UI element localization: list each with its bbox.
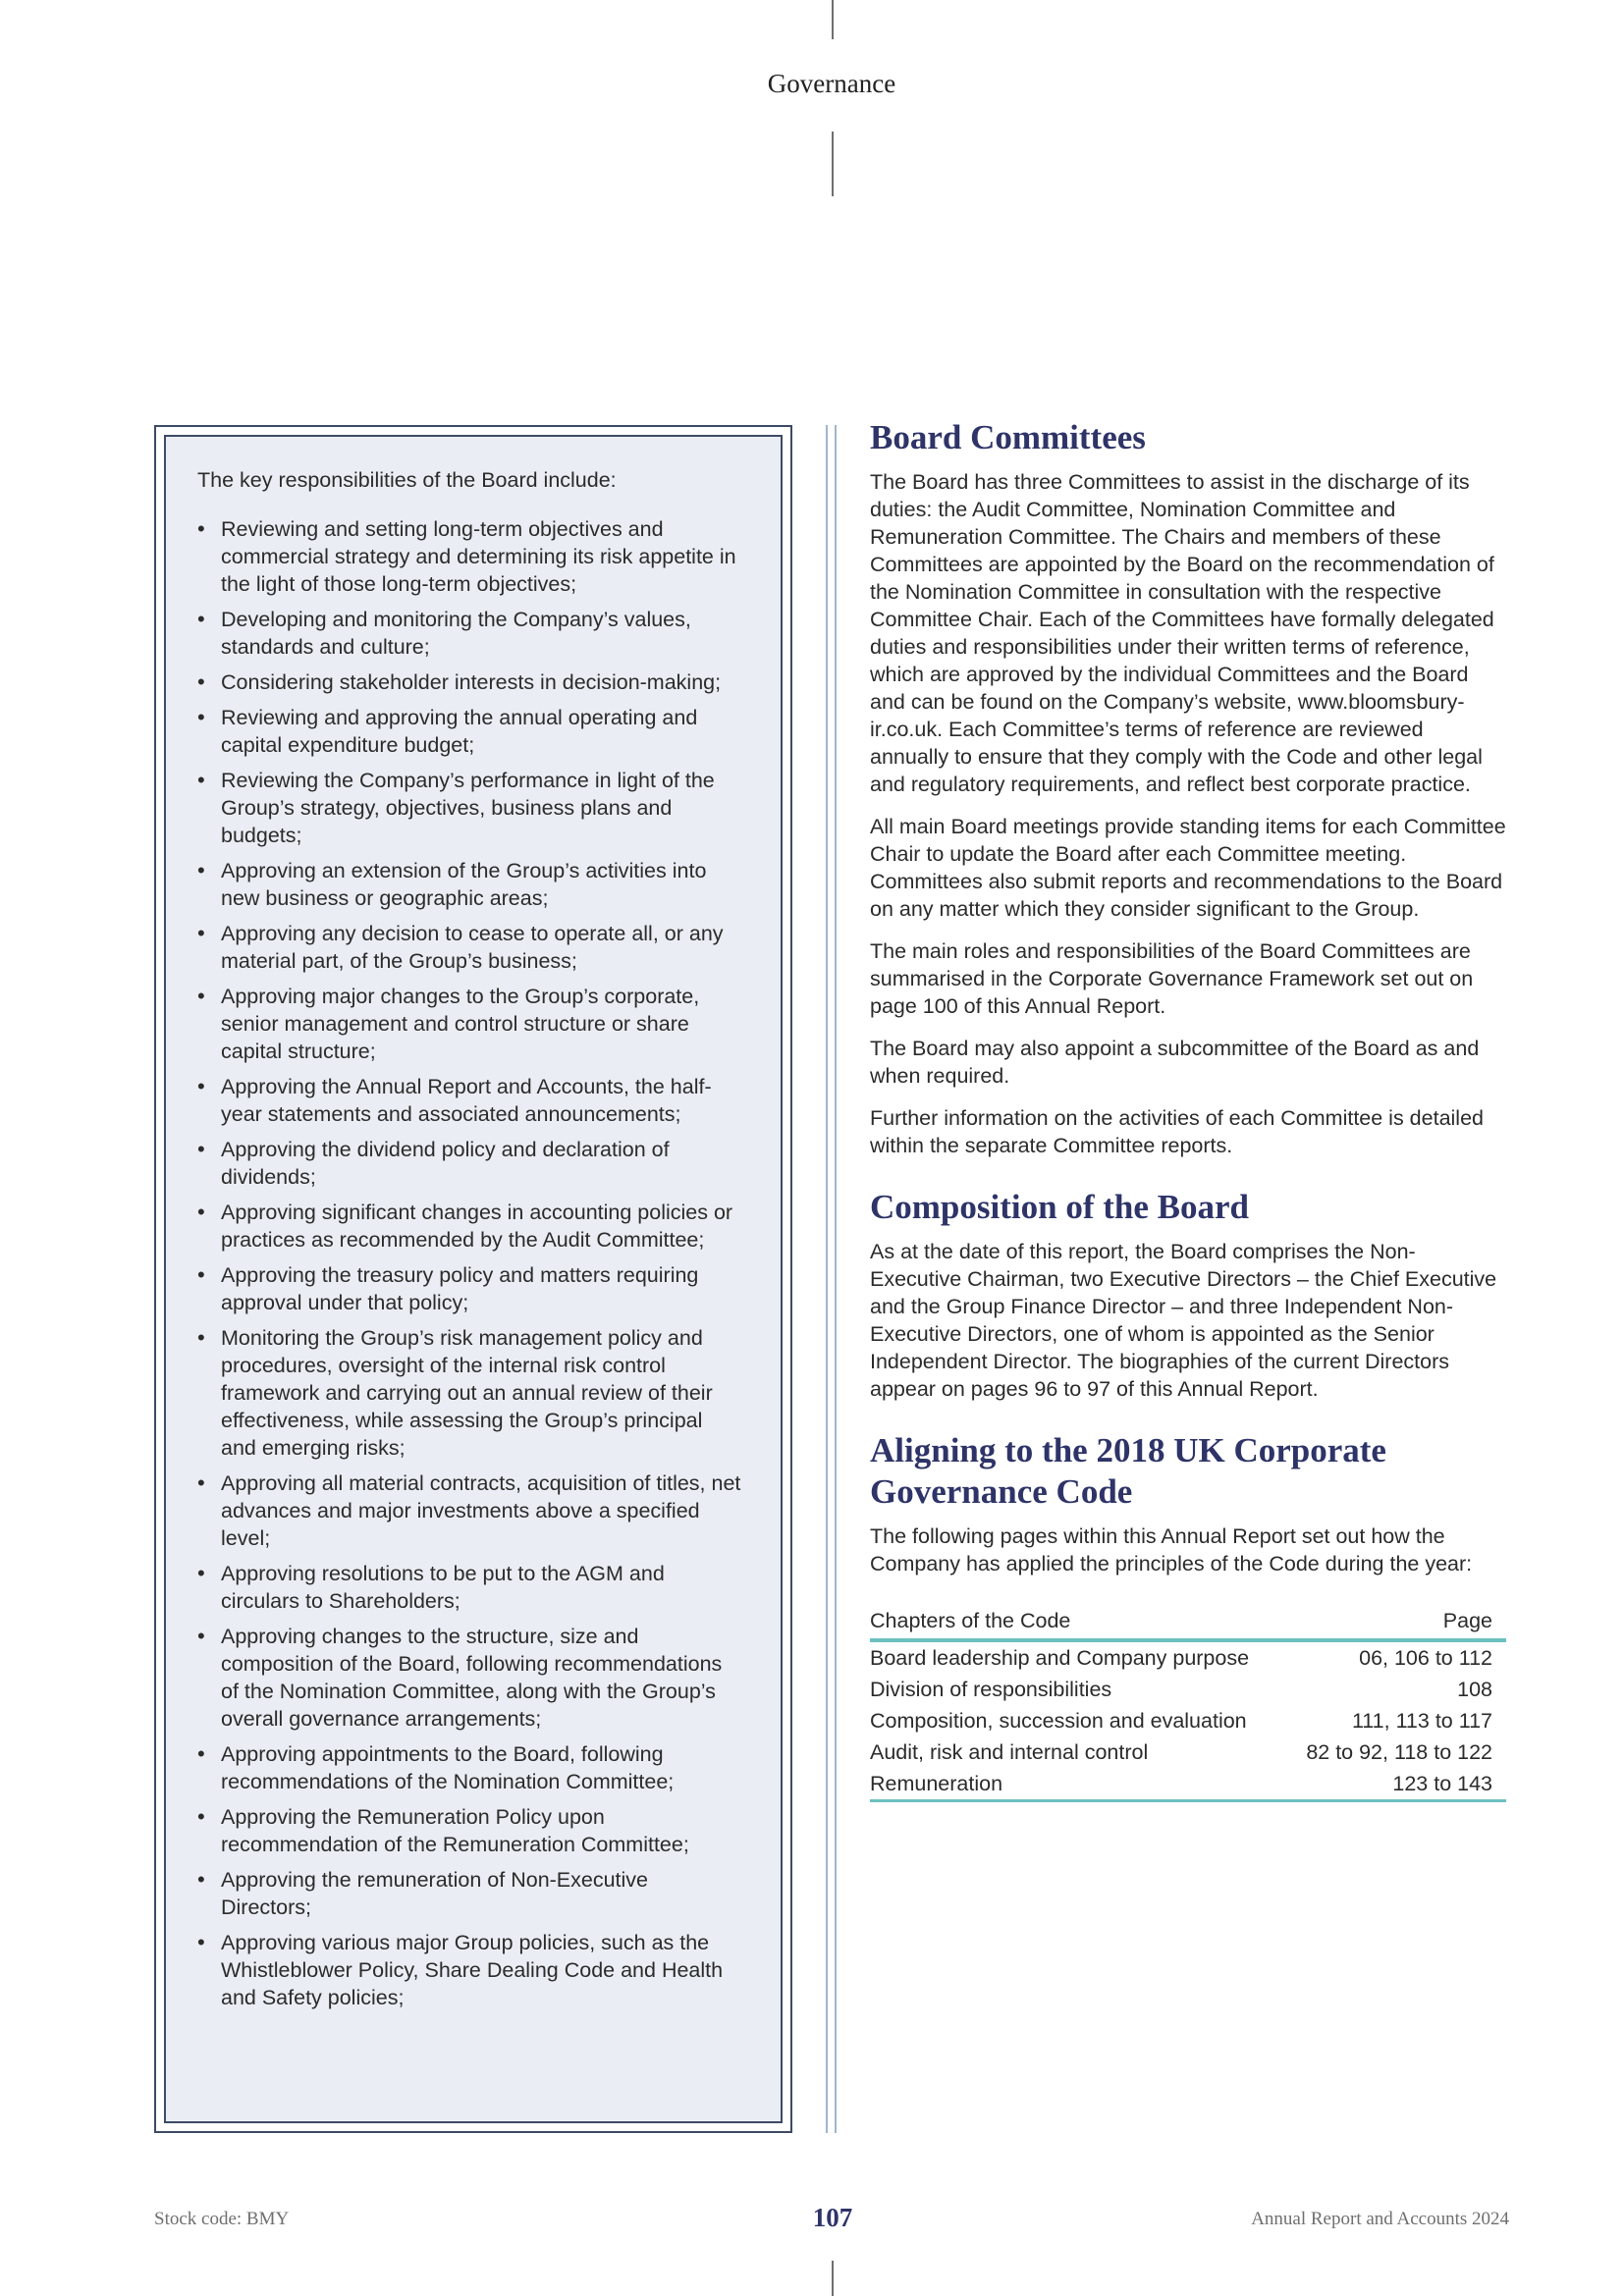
list-item: • Approving changes to the structure, size and composition of the Board, following recommendations of the Nomination Committee, along with the Group’s overall governance arrangements; bbox=[197, 1623, 743, 1733]
section-header: Governance bbox=[767, 69, 896, 98]
responsibilities-intro: The key responsibilities of the Board include: bbox=[197, 468, 617, 492]
chapter-cell: Remuneration bbox=[870, 1768, 1306, 1801]
top-divider-line bbox=[832, 0, 834, 39]
list-item: • Reviewing the Company’s performance in light of the Group’s strategy, objectives, business plans and budgets; bbox=[197, 767, 743, 849]
table-row bbox=[870, 1768, 1506, 1801]
page-cell: 108 bbox=[1457, 1678, 1492, 1701]
page-cell: 06, 106 to 112 bbox=[1359, 1646, 1492, 1670]
list-item: • Approving various major Group policies, such as the Whistleblower Policy, Share Dealing Code and Health and Safety policies; bbox=[197, 1929, 743, 2011]
responsibilities-panel bbox=[164, 435, 783, 2123]
page-cell: 123 to 143 bbox=[1306, 1768, 1506, 1801]
list-item: • Approving the treasury policy and matters requiring approval under that policy; bbox=[197, 1261, 743, 1316]
table-row bbox=[870, 1674, 1506, 1705]
board-committees-paragraph: The main roles and responsibilities of the Board Committees are summarised in the Corporate Governance Framework set out on page 100 of this Annual Report. bbox=[870, 939, 1474, 1018]
list-item: • Approving appointments to the Board, following recommendations of the Nomination Committee; bbox=[197, 1740, 743, 1795]
list-item: • Approving the remuneration of Non-Executive Directors; bbox=[197, 1866, 743, 1921]
table-row bbox=[870, 1705, 1506, 1736]
footer-stock-code: Stock code: BMY bbox=[154, 2209, 290, 2229]
heading-board-committees: Board Committees bbox=[870, 418, 1146, 456]
list-item: • Approving an extension of the Group’s activities into new business or geographic areas; bbox=[197, 857, 743, 912]
right-column bbox=[870, 417, 1506, 1802]
board-committees-paragraph: The Board has three Committees to assist in the discharge of its duties: the Audit Committee, Nomination Committee and Remuneration Committee. The Chairs and members of these Committees are appointed by the Board on the recommendation of the Nomination Committee in consultation with the respective Committee Chair. Each of the Committees have formally delegated duties and responsibilities under their written terms of reference, which are approved by the individual Committees and the Board and can be found on the Company’s website, www.bloomsbury-ir.co.uk. Each Committee’s terms of reference are reviewed annually to ensure that they comply with the Code and other legal and regulatory requirements, and reflect best corporate practice. bbox=[870, 470, 1494, 796]
board-committees-paragraph: All main Board meetings provide standing items for each Committee Chair to update the Board after each Committee meeting. Committees also submit reports and recommendations to the Board on any matter which they consider significant to the Group. bbox=[870, 815, 1506, 921]
list-item: • Reviewing and setting long-term objectives and commercial strategy and determining its risk appetite in the light of those long-term objectives; bbox=[197, 515, 743, 598]
composition-paragraph: As at the date of this report, the Board comprises the Non-Executive Chairman, two Executive Directors – the Chief Executive and the Group Finance Director – and three Independent Non-Executive Directors, one of whom is appointed as the Senior Independent Director. The biographies of the current Directors appear on pages 96 to 97 of this Annual Report. bbox=[870, 1240, 1497, 1401]
heading-composition: Composition of the Board bbox=[870, 1188, 1249, 1226]
table-row bbox=[870, 1640, 1506, 1674]
list-item: • Approving any decision to cease to operate all, or any material part, of the Group’s business; bbox=[197, 920, 743, 975]
page-cell: 82 to 92, 118 to 122 bbox=[1306, 1740, 1492, 1764]
list-item: • Approving the dividend policy and declaration of dividends; bbox=[197, 1136, 743, 1191]
list-item: • Reviewing and approving the annual operating and capital expenditure budget; bbox=[197, 704, 743, 759]
column-divider-line bbox=[835, 425, 837, 2133]
bottom-divider-line bbox=[832, 2261, 834, 2296]
column-header-page: Page bbox=[1306, 1607, 1506, 1640]
list-item: • Approving resolutions to be put to the AGM and circulars to Shareholders; bbox=[197, 1560, 743, 1615]
page-cell: 111, 113 to 117 bbox=[1351, 1709, 1492, 1733]
footer-page-number: 107 bbox=[812, 2203, 853, 2232]
header-divider-line bbox=[832, 132, 834, 196]
list-item: • Approving major changes to the Group’s corporate, senior management and control structure or share capital structure; bbox=[197, 983, 743, 1065]
list-item: • Developing and monitoring the Company’s values, standards and culture; bbox=[197, 606, 743, 661]
list-item: • Approving the Remuneration Policy upon recommendation of the Remuneration Committee; bbox=[197, 1803, 743, 1858]
board-committees-paragraph: The Board may also appoint a subcommittee of the Board as and when required. bbox=[870, 1037, 1480, 1088]
chapter-cell: Audit, risk and internal control bbox=[870, 1740, 1149, 1764]
table-row bbox=[870, 1736, 1506, 1768]
code-chapters-table bbox=[870, 1607, 1506, 1802]
list-item: • Approving significant changes in accounting policies or practices as recommended by the Audit Committee; bbox=[197, 1199, 743, 1254]
list-item: • Monitoring the Group’s risk management policy and procedures, oversight of the internal risk control framework and carrying out an annual review of their effectiveness, while assessing the Group’s principal and emerging risks; bbox=[197, 1324, 743, 1462]
list-item: • Approving all material contracts, acquisition of titles, net advances and major investments above a specified level; bbox=[197, 1469, 743, 1552]
list-item: • Considering stakeholder interests in decision-making; bbox=[197, 668, 743, 696]
chapter-cell: Composition, succession and evaluation bbox=[870, 1709, 1247, 1733]
list-item: • Approving the Annual Report and Accounts, the half-year statements and associated announcements; bbox=[197, 1073, 743, 1128]
chapter-cell: Board leadership and Company purpose bbox=[870, 1646, 1250, 1670]
column-header-chapter: Chapters of the Code bbox=[870, 1607, 1306, 1640]
heading-aligning: Aligning to the 2018 UK Corporate Governance Code bbox=[870, 1431, 1386, 1511]
table-header-row bbox=[870, 1607, 1506, 1640]
footer-report-title: Annual Report and Accounts 2024 bbox=[1251, 2209, 1509, 2229]
column-divider-line bbox=[826, 425, 828, 2133]
board-committees-paragraph: Further information on the activities of each Committee is detailed within the separate Committee reports. bbox=[870, 1106, 1484, 1157]
aligning-paragraph: The following pages within this Annual Report set out how the Company has applied the principles of the Code during the year: bbox=[870, 1524, 1473, 1575]
responsibilities-list bbox=[197, 515, 743, 2011]
chapter-cell: Division of responsibilities bbox=[870, 1678, 1112, 1701]
